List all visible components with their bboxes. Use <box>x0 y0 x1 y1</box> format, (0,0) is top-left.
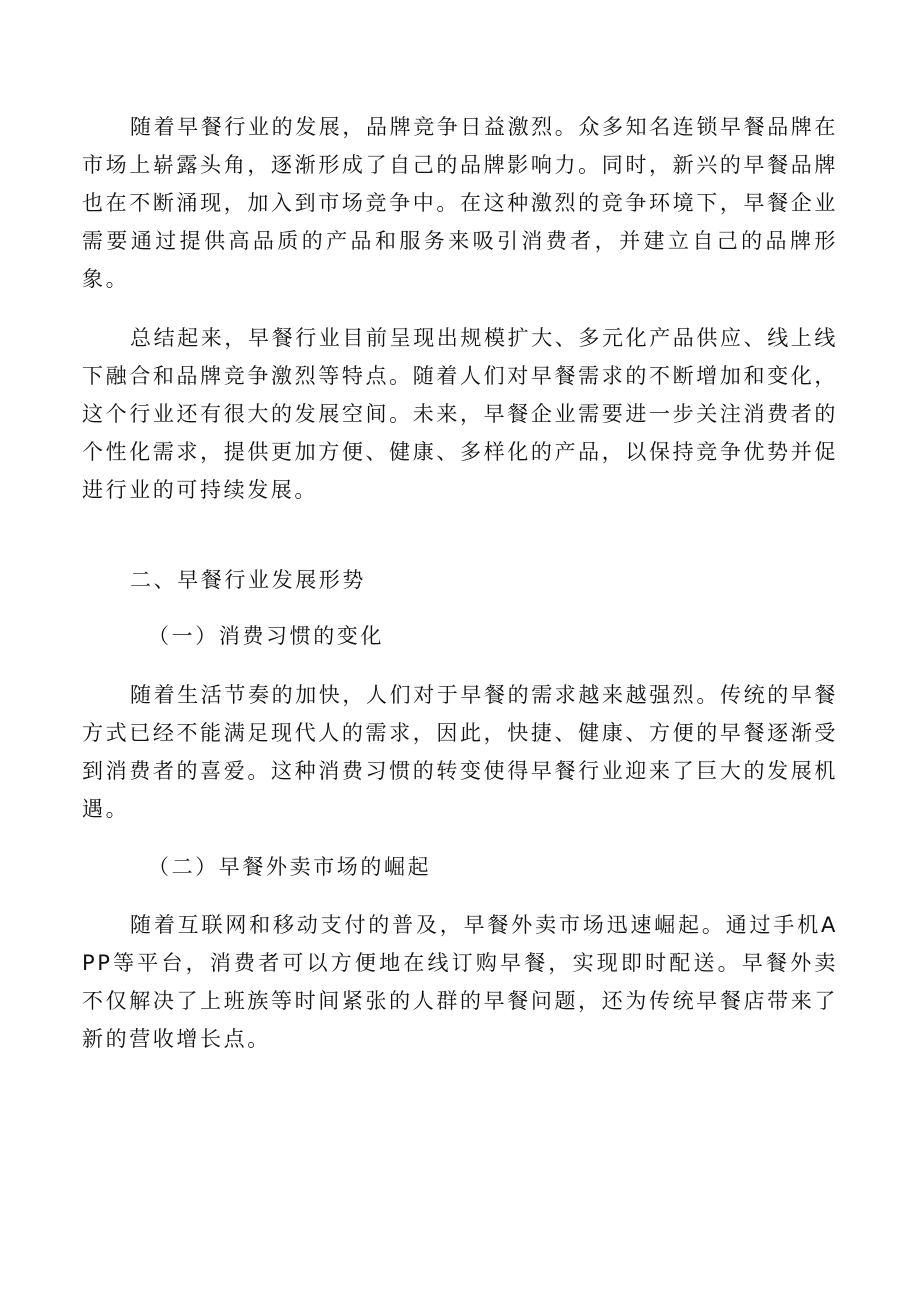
paragraph-summary: 总结起来，早餐行业目前呈现出规模扩大、多元化产品供应、线上线下融合和品牌竞争激烈等特点。随着人们对早餐需求的不断增加和变化，这个行业还有很大的发展空间。未来，早餐企业需要进一步关注消费者的个性化需求，提供更加方便、健康、多样化的产品，以保持竞争优势并促进行业的可持续发展。 <box>82 326 838 502</box>
paragraph-takeaway-market: 随着互联网和移动支付的普及，早餐外卖市场迅速崛起。通过手机APP等平台，消费者可以方便地在线订购早餐，实现即时配送。早餐外卖不仅解决了上班族等时间紧张的人群的早餐问题，还为传统早餐店带来了新的营收增长点。 <box>82 913 838 1051</box>
paragraph-consumption-habits: 随着生活节奏的加快，人们对于早餐的需求越来越强烈。传统的早餐方式已经不能满足现代人的需求，因此，快捷、健康、方便的早餐逐渐受到消费者的喜爱。这种消费习惯的转变使得早餐行业迎来了巨大的发展机遇。 <box>82 683 838 821</box>
subheading-consumption-habits: （一）消费习惯的变化 <box>148 624 384 648</box>
paragraph-brand-competition: 随着早餐行业的发展，品牌竞争日益激烈。众多知名连锁早餐品牌在市场上崭露头角，逐渐形成了自己的品牌影响力。同时，新兴的早餐品牌也在不断涌现，加入到市场竞争中。在这种激烈的竞争环境下，早餐企业需要通过提供高品质的产品和服务来吸引消费者，并建立自己的品牌形象。 <box>82 115 838 291</box>
subheading-takeaway-market: （二）早餐外卖市场的崛起 <box>148 855 432 879</box>
section-heading: 二、早餐行业发展形势 <box>130 568 366 592</box>
